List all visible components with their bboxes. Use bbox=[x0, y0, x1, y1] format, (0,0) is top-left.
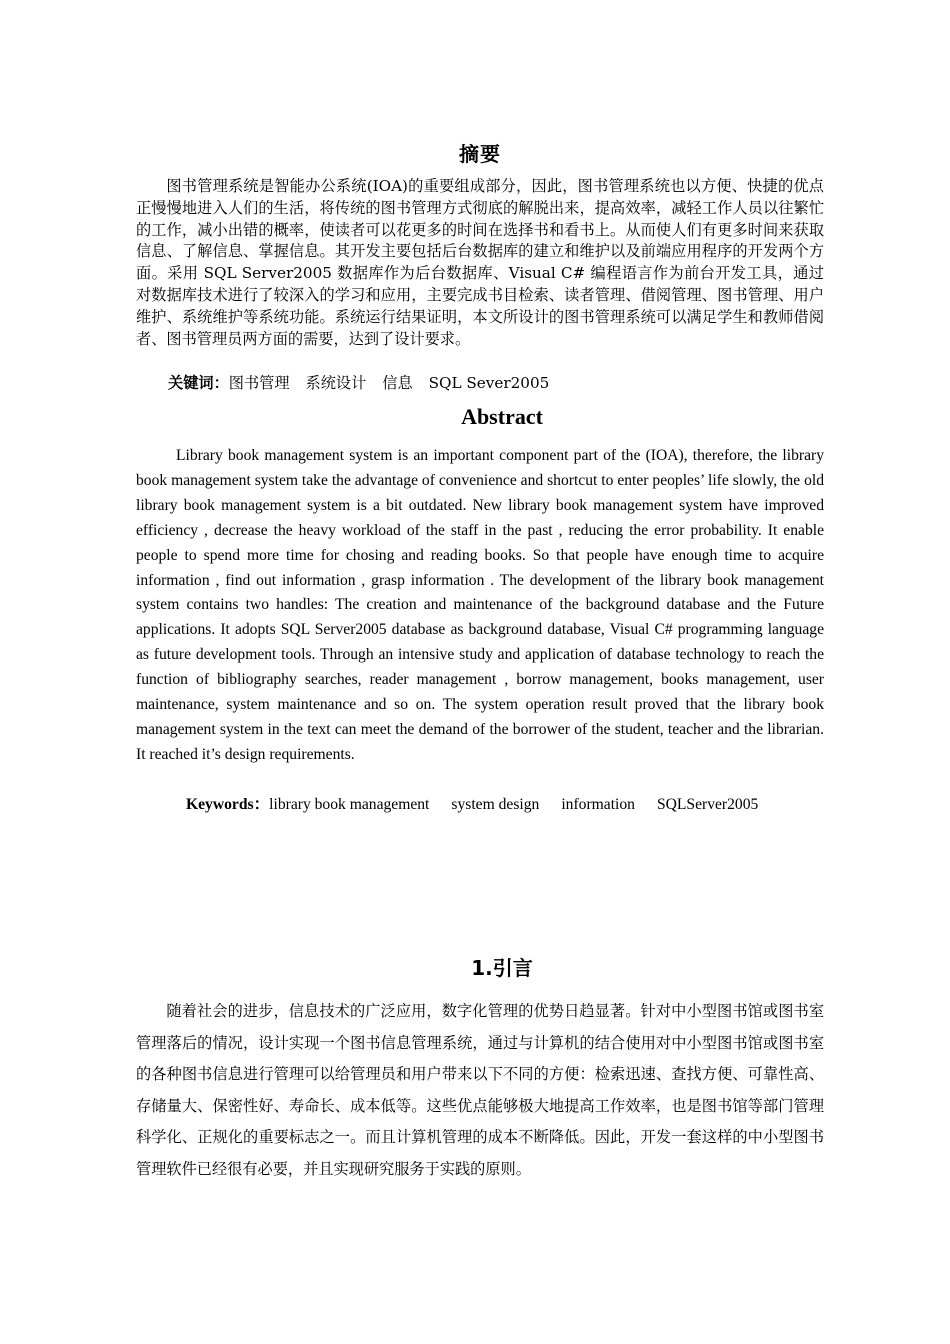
keyword-cn-item: SQL Sever2005 bbox=[428, 374, 550, 392]
keyword-en-item: library book management bbox=[269, 796, 430, 813]
abstract-cn-title: 摘要 bbox=[459, 142, 501, 166]
keywords-en-label: Keywords： bbox=[186, 796, 270, 813]
abstract-en-body: Library book management system is an important component part of the (IOA), therefore, the library book management system take the advantage of convenience and shortcut to enter peoples’ life slowly, the old library book management system is a bit outdated. New library book management system have improved efficiency , decrease the heavy workload of the staff in the past , reducing the error probability. It enable people to spend more time for chosing and reading books. So that people have enough time to acquire information , find out information , grasp information . The development of the library book management system contains two handles: The creation and maintenance of the background database and the Future applications. It adopts SQL Server2005 database as background database, Visual C# programming language as future development tools. Through an intensive study and application of database technology to reach the function of bibliography searches, reader management , borrow management, books management, user maintenance, system maintenance and so on. The system operation result proved that the library book management system in the text can meet the demand of the borrower of the student, teacher and the librarian. It reached it’s design requirements. bbox=[136, 447, 824, 763]
keyword-en-item: system design bbox=[451, 796, 540, 813]
keyword-cn-item: 系统设计 bbox=[305, 374, 367, 392]
keyword-cn-item: 图书管理 bbox=[228, 374, 290, 392]
introduction-title: 1.引言 bbox=[471, 956, 533, 980]
keyword-en-item: information bbox=[561, 796, 635, 813]
keywords-cn bbox=[168, 372, 565, 394]
keywords-en bbox=[186, 794, 780, 816]
keyword-en-item: SQLServer2005 bbox=[656, 796, 759, 813]
keyword-cn-item: 信息 bbox=[382, 374, 413, 392]
keywords-cn-label: 关键词： bbox=[168, 374, 229, 392]
introduction-body: 随着社会的进步，信息技术的广泛应用，数字化管理的优势日趋显著。针对中小型图书馆或图书室管理落后的情况，设计实现一个图书信息管理系统，通过与计算机的结合使用对中小型图书馆或图书室的各种图书信息进行管理可以给管理员和用户带来以下不同的方便：检索迅速、查找方便、可靠性高、存储量大、保密性好、寿命长、成本低等。这些优点能够极大地提高工作效率，也是图书馆等部门管理科学化、正规化的重要标志之一。而且计算机管理的成本不断降低。因此，开发一套这样的中小型图书管理软件已经很有必要，并且实现研究服务于实践的原则。 bbox=[136, 1002, 824, 1178]
abstract-en-title: Abstract bbox=[461, 404, 543, 429]
abstract-cn-body: 图书管理系统是智能办公系统(IOA)的重要组成部分，因此，图书管理系统也以方便、快捷的优点正慢慢地进入人们的生活，将传统的图书管理方式彻底的解脱出来，提高效率，减轻工作人员以往繁忙的工作，减小出错的概率，使读者可以花更多的时间在选择书和看书上。从而使人们有更多时间来获取信息、了解信息、掌握信息。其开发主要包括后台数据库的建立和维护以及前端应用程序的开发两个方面。采用 SQL Server2005 数据库作为后台数据库、Visual C# 编程语言作为前台开发工具，通过对数据库技术进行了较深入的学习和应用，主要完成书目检索、读者管理、借阅管理、图书管理、用户维护、系统维护等系统功能。系统运行结果证明，本文所设计的图书管理系统可以满足学生和教师借阅者、图书管理员两方面的需要，达到了设计要求。 bbox=[136, 177, 824, 348]
